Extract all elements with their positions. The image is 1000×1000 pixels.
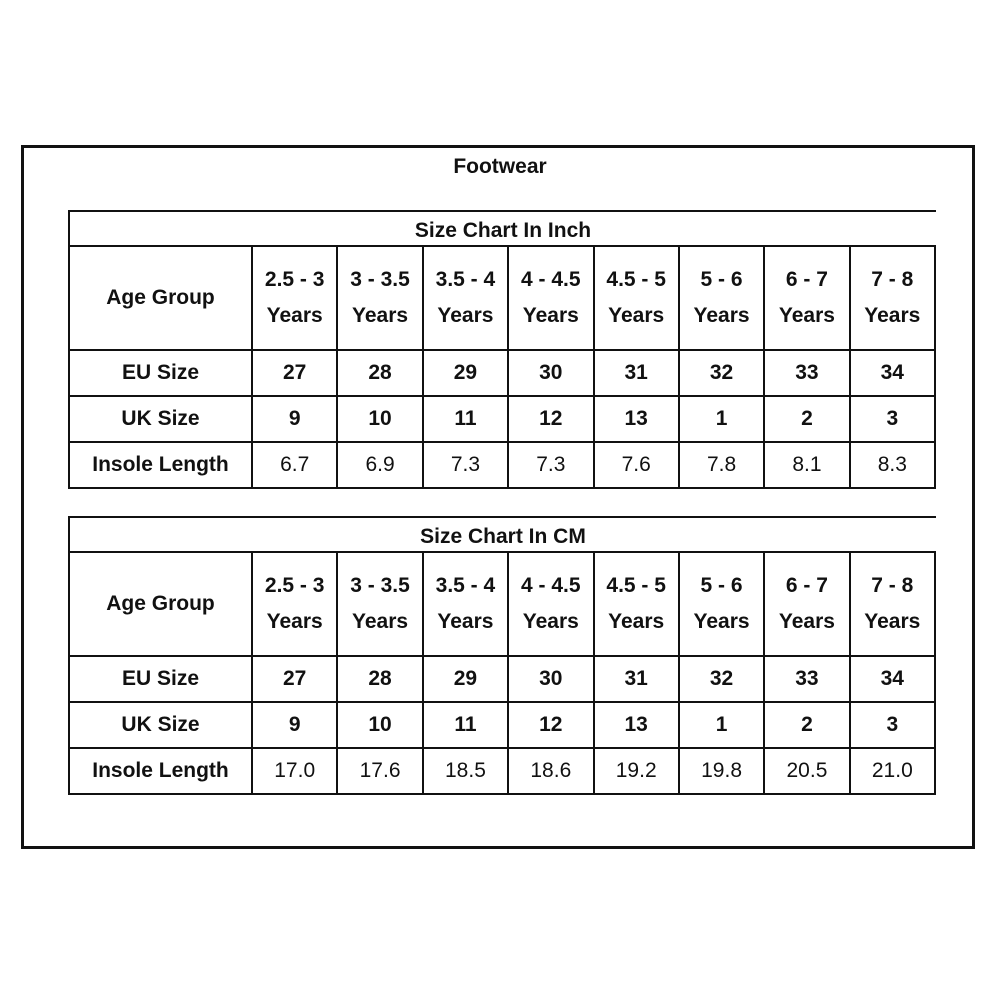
insole-length-cell: 18.6 [508,748,593,794]
age-range: 7 - 8 [871,574,914,597]
age-unit: Years [266,304,323,327]
age-range: 3.5 - 4 [435,574,496,597]
uk-size-cell: 2 [764,702,849,748]
age-group-cell [594,552,679,656]
uk-size-row [69,702,935,748]
insole-length-row [69,442,935,488]
eu-size-cell: 31 [594,350,679,396]
age-group-label: Age Group [69,246,252,350]
age-range: 3 - 3.5 [350,268,410,291]
eu-size-label: EU Size [69,350,252,396]
age-range: 2.5 - 3 [264,268,325,291]
age-range: 5 - 6 [700,574,743,597]
chart-title: Size Chart In CM [68,516,936,551]
insole-length-cell: 7.8 [679,442,764,488]
age-range: 4.5 - 5 [606,574,666,597]
age-range: 7 - 8 [871,268,914,291]
page-title: Footwear [453,155,547,178]
insole-length-label: Insole Length [69,442,252,488]
insole-length-cell: 19.2 [594,748,679,794]
uk-size-cell: 1 [679,396,764,442]
uk-size-cell: 3 [850,702,935,748]
age-unit: Years [864,304,921,327]
eu-size-cell: 29 [423,350,508,396]
eu-size-label: EU Size [69,656,252,702]
age-group-cell [594,246,679,350]
age-unit: Years [778,610,835,633]
uk-size-row [69,396,935,442]
size-chart-cm [68,516,936,795]
age-unit: Years [437,304,494,327]
age-unit: Years [693,610,750,633]
insole-length-cell: 18.5 [423,748,508,794]
age-unit: Years [778,304,835,327]
uk-size-cell: 2 [764,396,849,442]
age-range: 2.5 - 3 [264,574,325,597]
eu-size-cell: 32 [679,656,764,702]
age-group-cell [252,246,337,350]
uk-size-cell: 13 [594,702,679,748]
insole-length-cell: 7.6 [594,442,679,488]
age-group-cell [508,552,593,656]
age-unit: Years [352,610,409,633]
uk-size-cell: 9 [252,702,337,748]
age-group-cell [764,246,849,350]
age-group-row [69,246,935,350]
uk-size-cell: 12 [508,396,593,442]
eu-size-cell: 30 [508,656,593,702]
eu-size-row [69,656,935,702]
insole-length-cell: 20.5 [764,748,849,794]
eu-size-cell: 33 [764,656,849,702]
uk-size-cell: 12 [508,702,593,748]
eu-size-cell: 33 [764,350,849,396]
age-group-cell [508,246,593,350]
age-range: 6 - 7 [785,268,828,291]
insole-length-cell: 7.3 [508,442,593,488]
age-group-cell [252,552,337,656]
age-group-label: Age Group [69,552,252,656]
age-unit: Years [864,610,921,633]
insole-length-cell: 6.7 [252,442,337,488]
age-range: 4 - 4.5 [521,268,581,291]
size-chart-inch [68,210,936,489]
eu-size-cell: 34 [850,656,935,702]
age-range: 4 - 4.5 [521,574,581,597]
eu-size-cell: 30 [508,350,593,396]
age-group-cell [337,246,422,350]
uk-size-label: UK Size [69,702,252,748]
age-group-cell [423,246,508,350]
age-group-cell [850,246,935,350]
age-group-cell [337,552,422,656]
age-unit: Years [437,610,494,633]
insole-length-cell: 7.3 [423,442,508,488]
age-group-cell [679,246,764,350]
age-unit: Years [266,610,323,633]
eu-size-cell: 29 [423,656,508,702]
uk-size-cell: 9 [252,396,337,442]
age-unit: Years [608,610,665,633]
uk-size-cell: 11 [423,396,508,442]
eu-size-cell: 27 [252,656,337,702]
eu-size-row [69,350,935,396]
age-range: 5 - 6 [700,268,743,291]
eu-size-cell: 27 [252,350,337,396]
insole-length-cell: 17.6 [337,748,422,794]
size-table [68,551,936,795]
age-unit: Years [352,304,409,327]
insole-length-cell: 19.8 [679,748,764,794]
uk-size-cell: 1 [679,702,764,748]
insole-length-cell: 17.0 [252,748,337,794]
age-range: 6 - 7 [785,574,828,597]
age-range: 3 - 3.5 [350,574,410,597]
insole-length-label: Insole Length [69,748,252,794]
insole-length-row [69,748,935,794]
eu-size-cell: 28 [337,656,422,702]
uk-size-label: UK Size [69,396,252,442]
uk-size-cell: 10 [337,702,422,748]
age-group-cell [679,552,764,656]
age-range: 3.5 - 4 [435,268,496,291]
uk-size-cell: 3 [850,396,935,442]
eu-size-cell: 31 [594,656,679,702]
age-unit: Years [522,610,579,633]
age-group-cell [423,552,508,656]
uk-size-cell: 13 [594,396,679,442]
age-group-cell [764,552,849,656]
age-group-row [69,552,935,656]
uk-size-cell: 11 [423,702,508,748]
insole-length-cell: 8.3 [850,442,935,488]
size-table [68,245,936,489]
eu-size-cell: 32 [679,350,764,396]
age-unit: Years [693,304,750,327]
age-unit: Years [522,304,579,327]
insole-length-cell: 21.0 [850,748,935,794]
insole-length-cell: 6.9 [337,442,422,488]
insole-length-cell: 8.1 [764,442,849,488]
uk-size-cell: 10 [337,396,422,442]
age-unit: Years [608,304,665,327]
age-range: 4.5 - 5 [606,268,666,291]
age-group-cell [850,552,935,656]
chart-title: Size Chart In Inch [68,210,936,245]
eu-size-cell: 28 [337,350,422,396]
eu-size-cell: 34 [850,350,935,396]
